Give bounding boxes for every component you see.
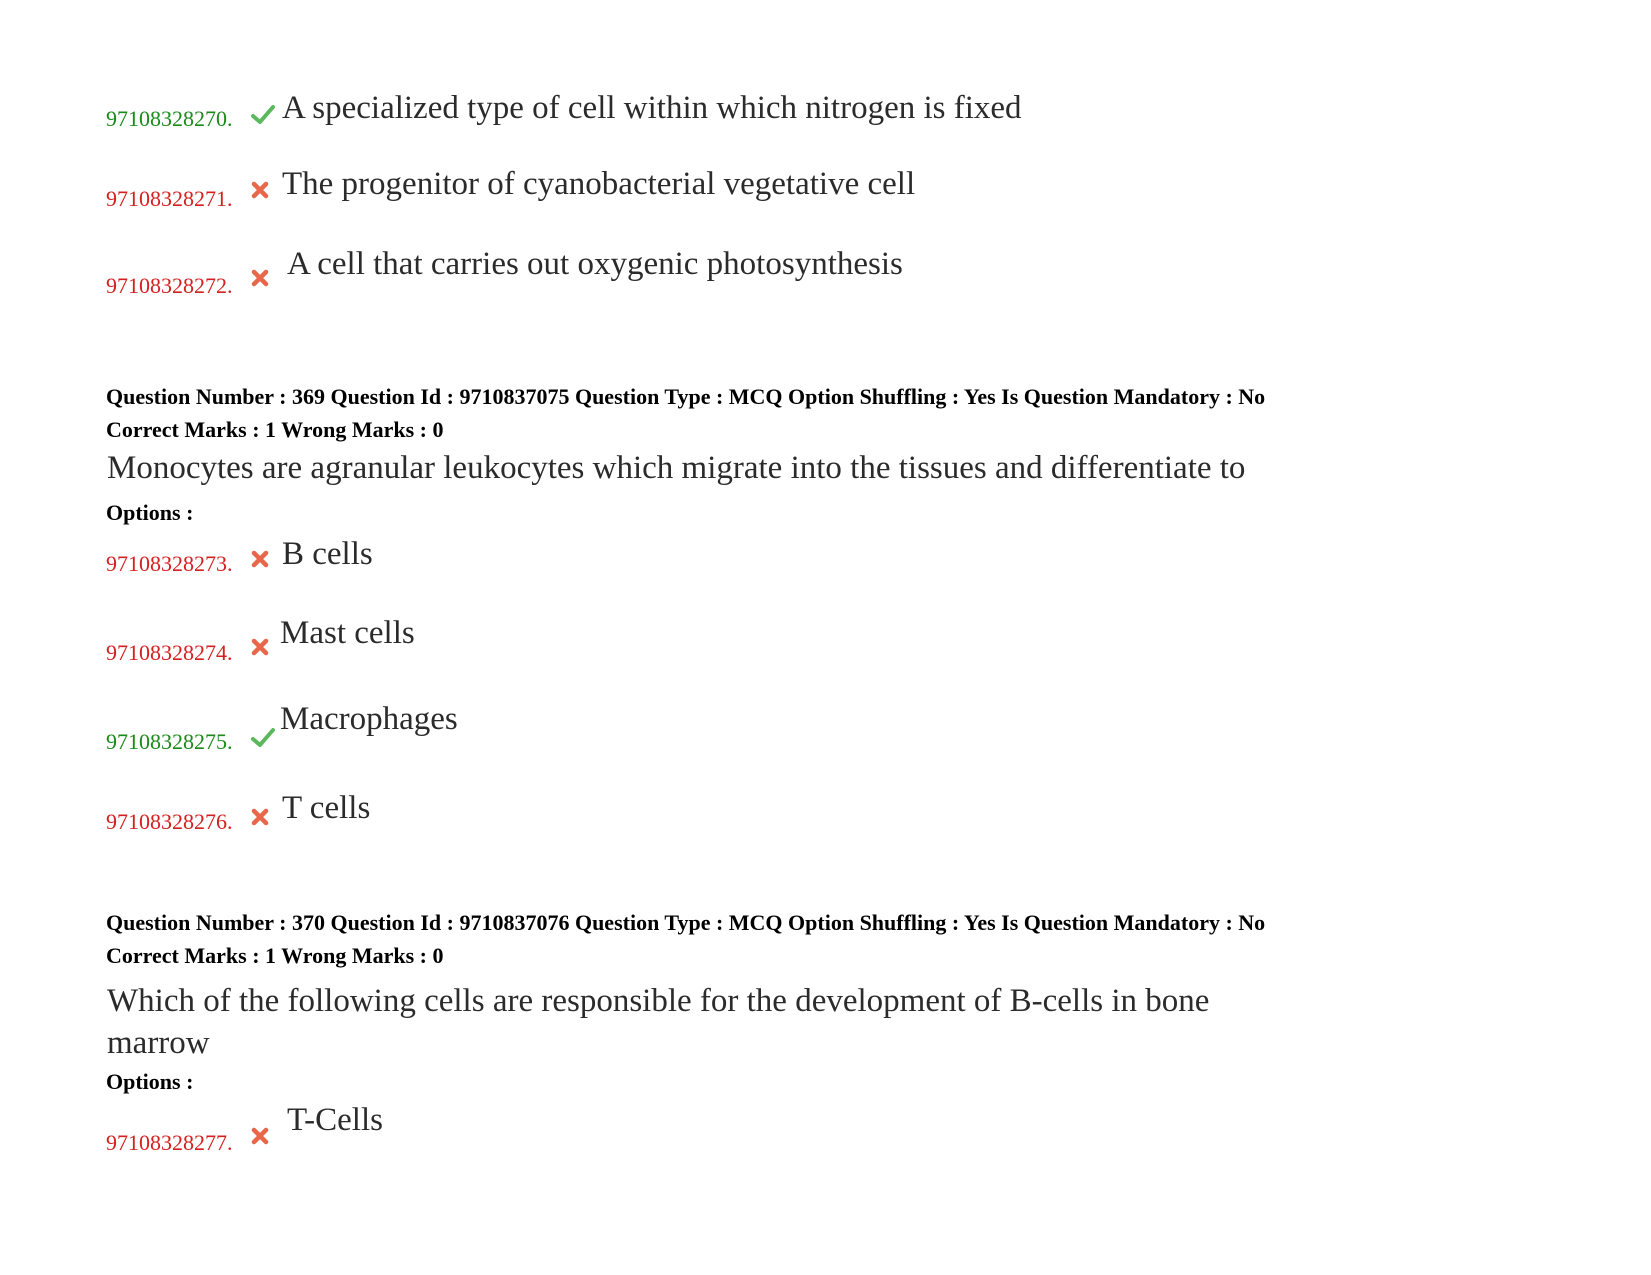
option-row bbox=[106, 246, 1306, 298]
option-text: Macrophages bbox=[280, 701, 458, 737]
cross-icon bbox=[250, 549, 276, 575]
question-text-continued: marrow bbox=[107, 1025, 210, 1061]
option-text: T cells bbox=[282, 790, 371, 826]
cross-icon bbox=[250, 268, 276, 294]
option-id: 97108328273. bbox=[106, 551, 233, 576]
option-id: 97108328276. bbox=[106, 809, 233, 834]
option-row bbox=[106, 536, 1306, 584]
options-label: Options : bbox=[106, 500, 194, 525]
cross-icon bbox=[250, 1126, 276, 1152]
question-marks: Correct Marks : 1 Wrong Marks : 0 bbox=[106, 943, 444, 968]
option-row bbox=[106, 615, 1306, 663]
option-row bbox=[106, 90, 1306, 138]
option-row bbox=[106, 166, 1306, 214]
option-text: B cells bbox=[282, 536, 373, 572]
option-id: 97108328272. bbox=[106, 273, 233, 298]
check-icon bbox=[250, 725, 276, 751]
option-id: 97108328271. bbox=[106, 186, 233, 211]
option-id: 97108328275. bbox=[106, 729, 233, 754]
question-meta: Question Number : 369 Question Id : 9710837075 Question Type : MCQ Option Shuffling : Yes Is Question Mandatory : No bbox=[106, 384, 1266, 409]
option-text: T-Cells bbox=[287, 1102, 383, 1138]
question-marks: Correct Marks : 1 Wrong Marks : 0 bbox=[106, 417, 444, 442]
question-meta: Question Number : 370 Question Id : 9710837076 Question Type : MCQ Option Shuffling : Yes Is Question Mandatory : No bbox=[106, 910, 1266, 935]
options-label: Options : bbox=[106, 1069, 194, 1094]
cross-icon bbox=[250, 637, 276, 663]
option-id: 97108328274. bbox=[106, 640, 233, 665]
option-id: 97108328270. bbox=[106, 106, 233, 131]
option-id: 97108328277. bbox=[106, 1130, 233, 1155]
option-row bbox=[106, 1102, 1306, 1155]
cross-icon bbox=[250, 807, 276, 833]
question-text: Monocytes are agranular leukocytes which migrate into the tissues and differentiate to bbox=[107, 450, 1246, 486]
option-text: A specialized type of cell within which nitrogen is fixed bbox=[282, 90, 1022, 126]
option-text: Mast cells bbox=[280, 615, 415, 651]
option-row bbox=[106, 701, 1306, 754]
option-row bbox=[106, 790, 1306, 838]
option-text: The progenitor of cyanobacterial vegetative cell bbox=[282, 166, 916, 202]
question-text: Which of the following cells are responsible for the development of B-cells in bone bbox=[107, 983, 1210, 1019]
check-icon bbox=[250, 102, 276, 128]
cross-icon bbox=[250, 180, 276, 206]
option-text: A cell that carries out oxygenic photosynthesis bbox=[287, 246, 903, 282]
